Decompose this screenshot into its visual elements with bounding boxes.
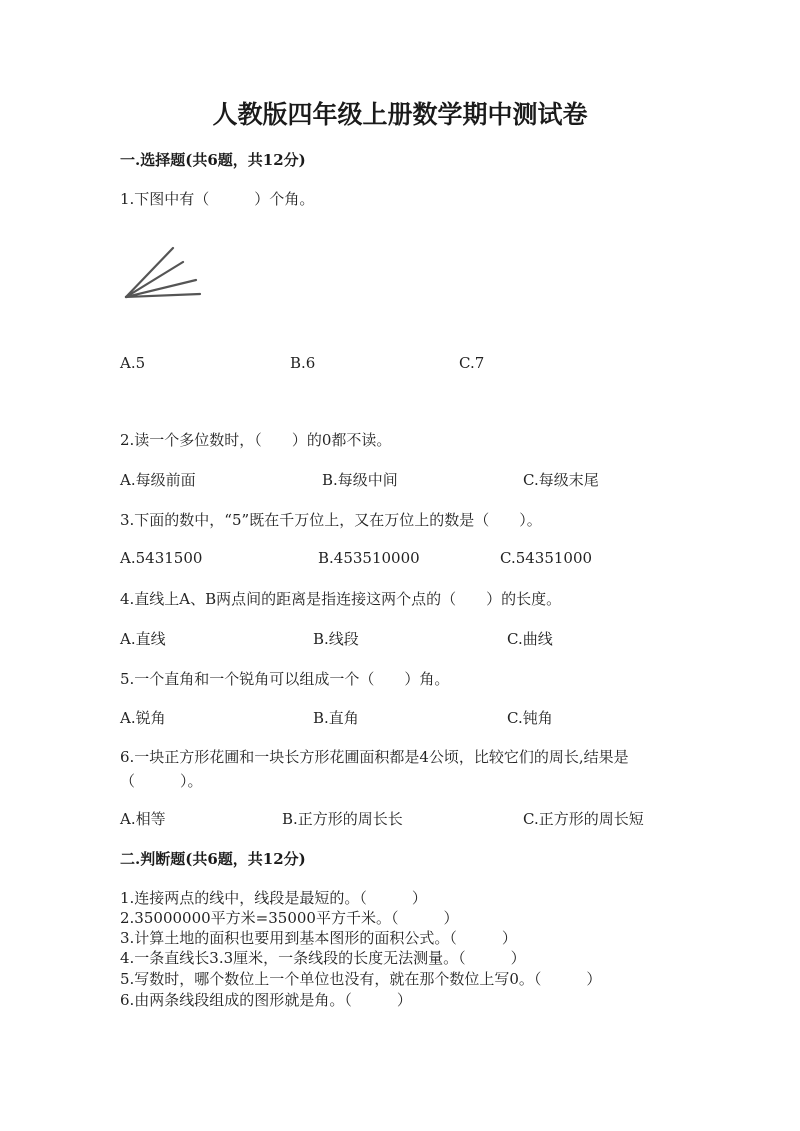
option-6c[interactable]: C.正方形的周长短: [523, 810, 644, 828]
option-6a[interactable]: A.相等: [120, 810, 166, 828]
option-2c[interactable]: C.每级末尾: [523, 471, 599, 489]
question-4: 4.直线上A、B两点间的距离是指连接这两个点的（ ）的长度。: [120, 590, 562, 608]
judge-item-1: 1.连接两点的线中，线段是最短的。（ ）: [120, 889, 427, 907]
option-6b[interactable]: B.正方形的周长长: [282, 810, 403, 828]
judge-item-5: 5.写数时，哪个数位上一个单位也没有，就在那个数位上写0。（ ）: [120, 970, 602, 988]
option-5a[interactable]: A.锐角: [120, 709, 166, 727]
option-3b[interactable]: B.453510000: [318, 549, 420, 567]
option-1b[interactable]: B.6: [290, 354, 316, 372]
page-title: 人教版四年级上册数学期中测试卷: [212, 100, 588, 129]
judge-item-2: 2.35000000平方米=35000平方千米。（ ）: [120, 909, 459, 927]
option-4b[interactable]: B.线段: [313, 630, 359, 648]
option-2a[interactable]: A.每级前面: [120, 471, 196, 489]
judge-item-3: 3.计算土地的面积也要用到基本图形的面积公式。（ ）: [120, 929, 517, 947]
judge-item-4: 4.一条直线长3.3厘米，一条线段的长度无法测量。（ ）: [120, 949, 526, 967]
question-2: 2.读一个多位数时，（ ）的0都不读。: [120, 431, 392, 449]
question-1: 1.下图中有（ ）个角。: [120, 190, 315, 208]
option-2b[interactable]: B.每级中间: [322, 471, 398, 489]
option-3c[interactable]: C.54351000: [500, 549, 593, 567]
option-5b[interactable]: B.直角: [313, 709, 359, 727]
section-heading-choice: 一.选择题(共6题，共12分): [120, 151, 306, 169]
angle-rays-figure-icon: [118, 240, 208, 305]
option-4a[interactable]: A.直线: [120, 630, 166, 648]
question-3: 3.下面的数中，“5”既在千万位上，又在万位上的数是（ ）。: [120, 511, 542, 529]
question-5: 5.一个直角和一个锐角可以组成一个（ ）角。: [120, 670, 450, 688]
option-1c[interactable]: C.7: [459, 354, 485, 372]
option-5c[interactable]: C.钝角: [507, 709, 553, 727]
option-1a[interactable]: A.5: [120, 354, 146, 372]
question-6: 6.一块正方形花圃和一块长方形花圃面积都是4公顷，比较它们的周长,结果是（ ）。: [120, 748, 629, 790]
section-heading-judge: 二.判断题(共6题，共12分): [120, 850, 306, 868]
judge-item-6: 6.由两条线段组成的图形就是角。（ ）: [120, 991, 412, 1009]
option-4c[interactable]: C.曲线: [507, 630, 553, 648]
option-3a[interactable]: A.5431500: [120, 549, 203, 567]
